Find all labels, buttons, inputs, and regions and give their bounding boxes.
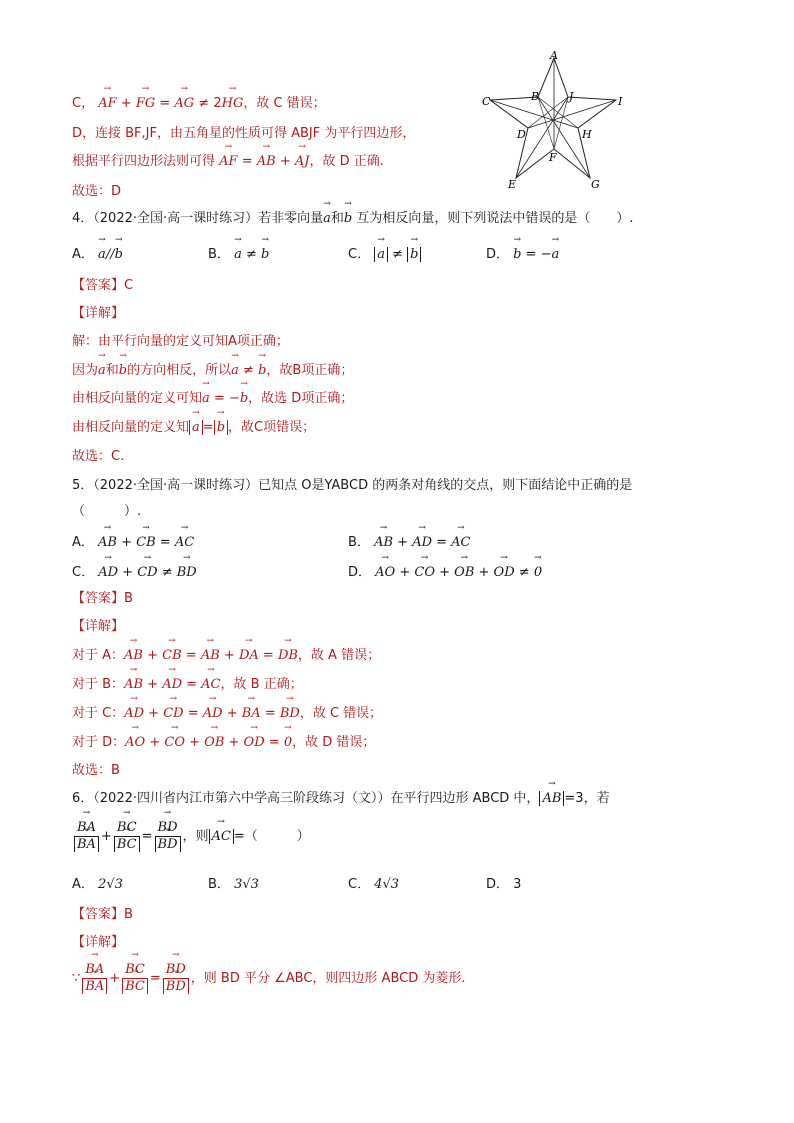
q5-option-c: C． → AD + → CD ≠ → BD [72, 564, 197, 582]
q6-option-a: A． 2√3 [72, 877, 123, 892]
star-label-h: H [582, 128, 592, 141]
q6-option-c: C． 4√3 [348, 877, 400, 892]
q4-final-answer: 故选：C. [72, 449, 125, 464]
q4-detail-line1: 解：由平行向量的定义可知A项正确； [72, 334, 289, 349]
star-label-g: G [591, 178, 600, 190]
star-label-d: D [517, 128, 526, 141]
q6-detail-line1: ∵ → BA → BA + → BC → BC = → BD → BD ，则 BD 平分 ∠ABC，则四边形 ABCD 为菱形. [72, 962, 466, 996]
q4-detail-line2: 因为→ a和→ b的方向相反，所以→ a ≠ → b，故B项正确； [72, 362, 353, 380]
q5-detail-b: 对于 B：→ AB + → AD = → AC，故 B 正确； [72, 676, 303, 694]
q5-detail-a: 对于 A：→ AB + → CB = → AB + → DA = → DB，故 A 错误； [72, 647, 380, 665]
q5-option-b: B． → AB + → AD = → AC [348, 534, 471, 552]
q6-option-d: D． 3 [486, 877, 522, 892]
q5-option-d: D． → AO + → CO + → OB + → OD ≠ → 0 [348, 564, 542, 582]
star-label-a: A [550, 49, 558, 62]
pentagram-figure [478, 48, 634, 190]
q5-stem-bracket: （ ）. [72, 504, 142, 519]
q4-detail-line4: 由相反向量的定义知→ a =→ b ，故C项错误； [72, 419, 315, 437]
q6-option-b: B． 3√3 [208, 877, 259, 892]
star-label-b: B [531, 90, 540, 103]
star-label-e: E [508, 178, 517, 190]
star-label-j: J [569, 90, 574, 103]
q4-stem: 4．（2022·全国·高一课时练习）若非零向量→ a和→ b 互为相反向量，则下列说法中错误的是（ ）. [72, 210, 634, 228]
star-label-c: C [482, 95, 491, 108]
q4-detail-line3: 由相反向量的定义可知→ a = −→ b，故选 D项正确； [72, 390, 353, 408]
q5-detail-d: 对于 D：→ AO + → CO + → OB + → OD = → 0，故 D 错误； [72, 734, 375, 752]
q4-detail-heading: 【详解】 [72, 306, 125, 321]
q6-stem: 6．（2022·四川省内江市第六中学高三阶段练习（文））在平行四边形 ABCD 中，→ AB =3，若 [72, 790, 610, 808]
q3-option-d: D，连接 BF,JF，由五角星的性质可得 ABJF 为平行四边形， [72, 126, 416, 141]
q5-answer: 【答案】B [72, 591, 133, 606]
q5-final-answer: 故选：B [72, 763, 120, 778]
q5-stem: 5．（2022·全国·高一课时练习）已知点 O是YABCD 的两条对角线的交点，则下面结论中正确的是 [72, 478, 633, 493]
q4-option-b: B． → a ≠ → b [208, 246, 269, 264]
q5-detail-heading: 【详解】 [72, 619, 125, 634]
q3-option-d-conclusion: 根据平行四边形法则可得 → AF = → AB + → AJ，故 D 正确. [72, 153, 384, 171]
star-label-f: F [549, 151, 557, 164]
q4-option-d: D． → b = −→ a [486, 246, 559, 264]
q4-option-a: A． → a//→ b [72, 246, 123, 264]
q5-option-a: A． → AB + → CB = → AC [72, 534, 194, 552]
q6-condition: → BA → BA + → BC → BC = → BD → BD ，则→ AC =（ ） [72, 820, 310, 854]
q6-answer: 【答案】B [72, 907, 133, 922]
q3-option-c: C， → AF + → FG = → AG ≠ 2→ HG，故 C 错误； [72, 95, 326, 113]
star-label-i: I [618, 95, 623, 108]
q3-final-answer: 故选：D [72, 184, 122, 199]
q5-detail-c: 对于 C：→ AD + → CD = → AD + → BA = → BD，故 C 错误； [72, 705, 382, 723]
q6-detail-heading: 【详解】 [72, 935, 125, 950]
q4-option-c: C． → a ≠ → b [348, 246, 421, 264]
q4-answer: 【答案】C [72, 278, 134, 293]
